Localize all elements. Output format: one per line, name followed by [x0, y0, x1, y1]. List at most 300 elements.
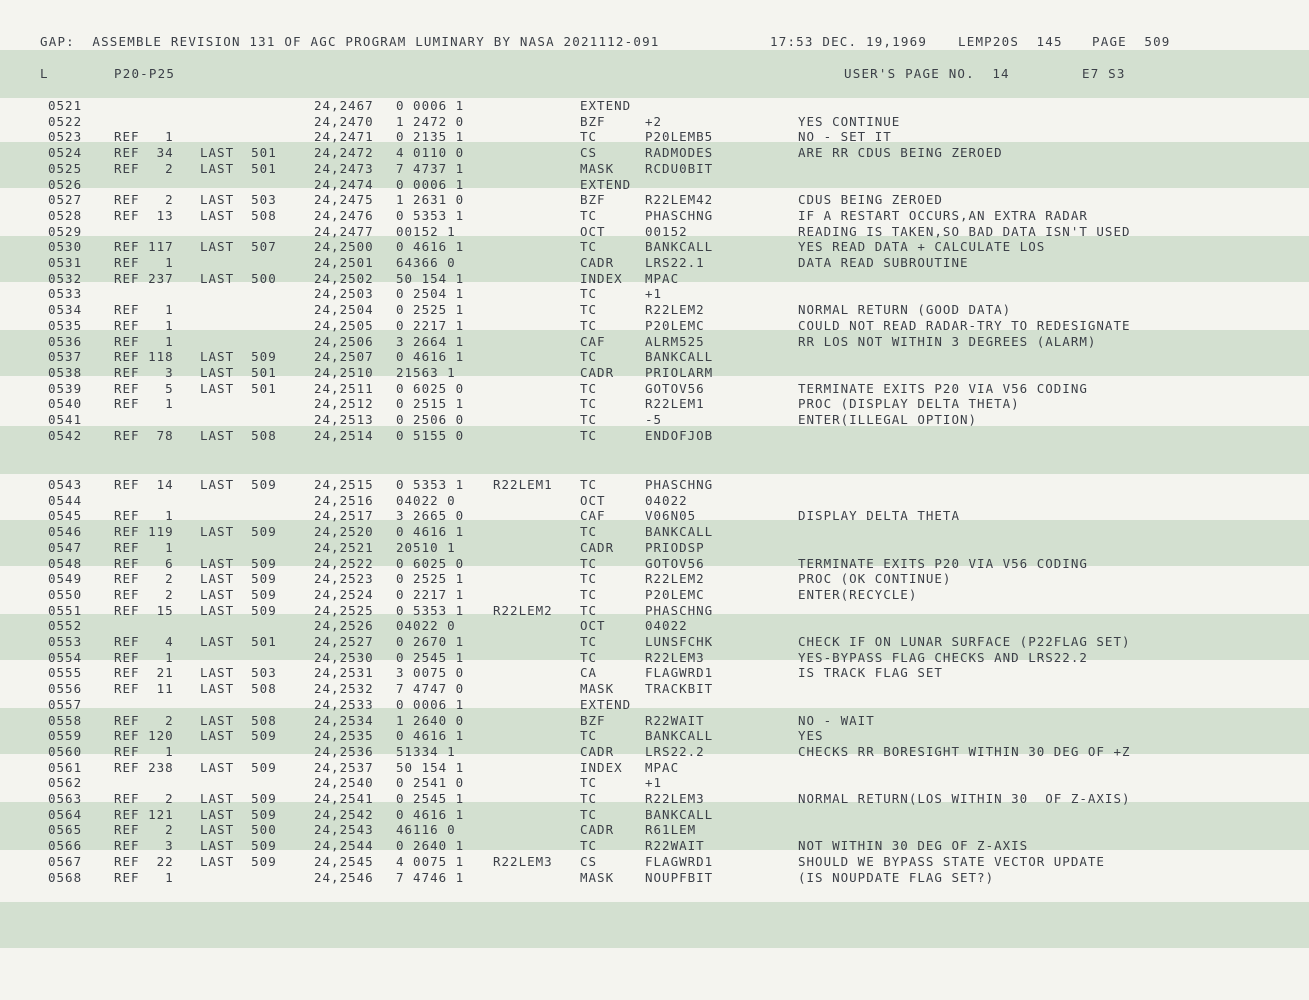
ref-count: REF 120: [114, 728, 174, 744]
operand: BANKCALL: [645, 349, 714, 365]
opcode: TC: [580, 317, 598, 333]
listing-row: [0, 870, 1309, 886]
last-ref: LAST 508: [200, 712, 277, 728]
line-number: 0553: [48, 634, 83, 649]
comment: PROC (OK CONTINUE): [798, 571, 952, 587]
octal-word: 0 2515 1: [396, 396, 465, 412]
last-ref: LAST 509: [200, 586, 277, 602]
opcode: EXTEND: [580, 696, 632, 712]
section-name: P20-P25: [114, 66, 176, 81]
comment: DATA READ SUBROUTINE: [798, 255, 969, 270]
ref-count: REF 2: [114, 192, 174, 208]
last-ref: LAST 509: [200, 759, 277, 775]
line-number: 0541: [48, 412, 83, 427]
last-ref: LAST 509: [200, 838, 277, 854]
last-ref: LAST 500: [200, 822, 277, 838]
octal-word: 50 154 1: [396, 759, 465, 775]
line-number: 0568: [48, 869, 83, 885]
opcode: BZF: [580, 192, 606, 208]
line-number: 0528: [48, 207, 83, 223]
last-ref: LAST 503: [200, 192, 277, 208]
opcode: TC: [580, 302, 598, 318]
operand: GOTOV56: [645, 555, 705, 571]
memory-address: 24,2523: [314, 571, 374, 587]
ref-count: REF 119: [114, 524, 174, 540]
ref-count: REF 1: [114, 302, 174, 318]
listing-row: [0, 161, 1309, 177]
operand: P20LEMB5: [645, 129, 714, 145]
ref-count: REF 237: [114, 270, 174, 286]
line-number: 0549: [48, 571, 83, 587]
opcode: TC: [580, 791, 598, 806]
line-number: 0565: [48, 822, 83, 838]
opcode: TC: [580, 649, 598, 665]
operand: PHASCHNG: [645, 602, 714, 618]
opcode: TC: [580, 524, 598, 540]
line-number: 0536: [48, 333, 83, 349]
line-number: 0522: [48, 113, 83, 129]
octal-word: 0 2670 1: [396, 634, 465, 649]
line-number: 0540: [48, 396, 83, 412]
octal-word: 0 5155 0: [396, 427, 465, 443]
comment: NOT WITHIN 30 DEG OF Z-AXIS: [798, 838, 1029, 854]
line-number: 0521: [48, 98, 83, 113]
ref-count: REF 3: [114, 838, 174, 854]
opcode: TC: [580, 634, 598, 649]
memory-address: 24,2472: [314, 145, 374, 161]
listing-row: [0, 760, 1309, 776]
listing-row: [0, 775, 1309, 791]
last-ref: LAST 508: [200, 681, 277, 697]
opcode: CAF: [580, 508, 606, 524]
comment: ENTER(ILLEGAL OPTION): [798, 412, 978, 427]
memory-address: 24,2475: [314, 192, 374, 208]
ref-count: REF 1: [114, 539, 174, 555]
listing-row: [0, 571, 1309, 587]
symbol-label: R22LEM1: [493, 477, 553, 492]
ref-count: REF 117: [114, 239, 174, 255]
memory-address: 24,2545: [314, 853, 374, 869]
page-number: PAGE 509: [1092, 34, 1171, 49]
memory-address: 24,2507: [314, 349, 374, 365]
ref-count: REF 13: [114, 207, 174, 223]
opcode: TC: [580, 380, 598, 396]
octal-word: 7 4747 0: [396, 681, 465, 697]
operand: LRS22.2: [645, 743, 705, 759]
ref-count: REF 78: [114, 427, 174, 443]
ref-count: REF 21: [114, 665, 174, 681]
octal-word: 0 4616 1: [396, 349, 465, 365]
last-ref: LAST 509: [200, 524, 277, 540]
operand: P20LEMC: [645, 317, 705, 333]
memory-address: 24,2531: [314, 665, 374, 681]
last-ref: LAST 501: [200, 364, 277, 380]
listing-row: [0, 145, 1309, 161]
last-ref: LAST 509: [200, 349, 277, 365]
line-number: 0526: [48, 176, 83, 192]
memory-address: 24,2535: [314, 728, 374, 744]
ref-count: REF 2: [114, 586, 174, 602]
memory-address: 24,2544: [314, 838, 374, 854]
octal-word: 04022 0: [396, 492, 456, 508]
octal-word: 1 2631 0: [396, 192, 465, 208]
comment: YES CONTINUE: [798, 113, 901, 129]
listing-row: [0, 224, 1309, 240]
last-ref: LAST 507: [200, 239, 277, 255]
octal-word: 7 4737 1: [396, 160, 465, 176]
comment: NO - WAIT: [798, 712, 875, 728]
octal-word: 0 2135 1: [396, 129, 465, 145]
opcode: CADR: [580, 539, 615, 555]
line-number: 0559: [48, 728, 83, 744]
memory-address: 24,2534: [314, 712, 374, 728]
operand: R61LEM: [645, 822, 697, 838]
comment: YES-BYPASS FLAG CHECKS AND LRS22.2: [798, 649, 1088, 665]
memory-address: 24,2504: [314, 302, 374, 318]
opcode: OCT: [580, 223, 606, 239]
opcode: CA: [580, 665, 598, 681]
opcode: CAF: [580, 333, 606, 349]
sheet-code: E7 S3: [1082, 66, 1126, 81]
line-number: 0537: [48, 349, 83, 365]
listing-row: [0, 634, 1309, 650]
listing-row: [0, 365, 1309, 381]
memory-address: 24,2515: [314, 477, 374, 492]
octal-word: 0 5353 1: [396, 477, 465, 492]
ref-count: REF 2: [114, 160, 174, 176]
ref-count: REF 14: [114, 477, 174, 492]
opcode: TC: [580, 555, 598, 571]
comment: ARE RR CDUS BEING ZEROED: [798, 145, 1003, 161]
line-number: 0560: [48, 743, 83, 759]
line-number: 0534: [48, 302, 83, 318]
line-number: 0532: [48, 270, 83, 286]
comment: NORMAL RETURN (GOOD DATA): [798, 302, 1012, 318]
operand: MPAC: [645, 270, 680, 286]
line-number: 0543: [48, 477, 83, 492]
listing-row: [0, 192, 1309, 208]
ref-count: REF 34: [114, 145, 174, 161]
timestamp: 17:53 DEC. 19,1969: [770, 34, 928, 49]
symbol-label: R22LEM3: [493, 853, 553, 869]
octal-word: 0 2640 1: [396, 838, 465, 854]
operand: PRIODSP: [645, 539, 705, 555]
line-number: 0561: [48, 759, 83, 775]
ref-count: REF 4: [114, 634, 174, 649]
listing-row: [0, 286, 1309, 302]
octal-word: 0 2525 1: [396, 571, 465, 587]
opcode: TC: [580, 286, 598, 302]
memory-address: 24,2512: [314, 396, 374, 412]
operand: R22LEM2: [645, 571, 705, 587]
ref-count: REF 1: [114, 396, 174, 412]
opcode: TC: [580, 239, 598, 255]
ref-count: REF 15: [114, 602, 174, 618]
line-number: 0556: [48, 681, 83, 697]
opcode: TC: [580, 806, 598, 822]
operand: 04022: [645, 618, 688, 634]
operand: R22WAIT: [645, 838, 705, 854]
operand: R22WAIT: [645, 712, 705, 728]
line-number: 0544: [48, 492, 83, 508]
ref-count: REF 238: [114, 759, 174, 775]
listing-row: [0, 412, 1309, 428]
ref-count: REF 1: [114, 255, 174, 270]
memory-address: 24,2546: [314, 869, 374, 885]
opcode: TC: [580, 349, 598, 365]
octal-word: 7 4746 1: [396, 869, 465, 885]
listing-row: [0, 556, 1309, 572]
comment: CHECK IF ON LUNAR SURFACE (P22FLAG SET): [798, 634, 1131, 649]
ref-count: REF 11: [114, 681, 174, 697]
memory-address: 24,2516: [314, 492, 374, 508]
comment: CHECKS RR BORESIGHT WITHIN 30 DEG OF +Z: [798, 743, 1131, 759]
users-page-number: USER'S PAGE NO. 14: [844, 66, 1010, 81]
octal-word: 04022 0: [396, 618, 456, 634]
last-ref: LAST 501: [200, 380, 277, 396]
line-number: 0524: [48, 145, 83, 161]
opcode: TC: [580, 571, 598, 587]
memory-address: 24,2511: [314, 380, 374, 396]
opcode: TC: [580, 838, 598, 854]
opcode: TC: [580, 728, 598, 744]
operand: ENDOFJOB: [645, 427, 714, 443]
opcode: CADR: [580, 822, 615, 838]
octal-word: 0 2506 0: [396, 412, 465, 427]
memory-address: 24,2526: [314, 618, 374, 634]
octal-word: 0 0006 1: [396, 176, 465, 192]
operand: P20LEMC: [645, 586, 705, 602]
ref-count: REF 2: [114, 571, 174, 587]
line-number: 0555: [48, 665, 83, 681]
listing-row: [0, 493, 1309, 509]
listing-row: [0, 349, 1309, 365]
listing-row: [0, 396, 1309, 412]
listing-row: [0, 665, 1309, 681]
listing-row: [0, 177, 1309, 193]
octal-word: 50 154 1: [396, 270, 465, 286]
operand: RCDU0BIT: [645, 160, 714, 176]
comment: (IS NOUPDATE FLAG SET?): [798, 869, 995, 885]
opcode: BZF: [580, 113, 606, 129]
octal-word: 00152 1: [396, 223, 456, 239]
opcode: MASK: [580, 681, 615, 697]
assembly-title: GAP: ASSEMBLE REVISION 131 OF AGC PROGRAM LUMINARY BY NASA 2021112-091: [40, 34, 660, 49]
operand: V06N05: [645, 508, 697, 524]
line-number: 0558: [48, 712, 83, 728]
last-ref: LAST 500: [200, 270, 277, 286]
line-number: 0548: [48, 555, 83, 571]
ref-count: REF 3: [114, 364, 174, 380]
line-number: 0530: [48, 239, 83, 255]
comment: SHOULD WE BYPASS STATE VECTOR UPDATE: [798, 853, 1105, 869]
operand: PHASCHNG: [645, 207, 714, 223]
ref-count: REF 1: [114, 129, 174, 145]
memory-address: 24,2540: [314, 775, 374, 791]
line-number: 0531: [48, 255, 83, 270]
memory-address: 24,2520: [314, 524, 374, 540]
line-number: 0535: [48, 317, 83, 333]
octal-word: 0 4616 1: [396, 524, 465, 540]
opcode: TC: [580, 412, 598, 427]
line-number: 0523: [48, 129, 83, 145]
operand: BANKCALL: [645, 728, 714, 744]
ref-count: REF 6: [114, 555, 174, 571]
listing-row: [0, 807, 1309, 823]
comment: NORMAL RETURN(LOS WITHIN 30 OF Z-AXIS): [798, 791, 1131, 806]
operand: 00152: [645, 223, 688, 239]
ref-count: REF 118: [114, 349, 174, 365]
last-ref: LAST 501: [200, 160, 277, 176]
opcode: EXTEND: [580, 176, 632, 192]
memory-address: 24,2514: [314, 427, 374, 443]
octal-word: 0 2504 1: [396, 286, 465, 302]
opcode: TC: [580, 477, 598, 492]
memory-address: 24,2500: [314, 239, 374, 255]
ref-count: REF 1: [114, 317, 174, 333]
listing-row: [0, 650, 1309, 666]
ref-count: REF 1: [114, 869, 174, 885]
opcode: MASK: [580, 869, 615, 885]
listing-row: [0, 854, 1309, 870]
listing-row: [0, 838, 1309, 854]
octal-word: 46116 0: [396, 822, 456, 838]
last-ref: LAST 501: [200, 145, 277, 161]
operand: LUNSFCHK: [645, 634, 714, 649]
octal-word: 21563 1: [396, 364, 456, 380]
memory-address: 24,2533: [314, 696, 374, 712]
listing-row: [0, 239, 1309, 255]
listing-row: [0, 381, 1309, 397]
memory-address: 24,2502: [314, 270, 374, 286]
operand: PRIOLARM: [645, 364, 714, 380]
line-number: 0551: [48, 602, 83, 618]
octal-word: 0 2525 1: [396, 302, 465, 318]
comment: DISPLAY DELTA THETA: [798, 508, 960, 524]
memory-address: 24,2473: [314, 160, 374, 176]
listing-row: [0, 334, 1309, 350]
octal-word: 0 5353 1: [396, 207, 465, 223]
memory-address: 24,2510: [314, 364, 374, 380]
comment: READING IS TAKEN,SO BAD DATA ISN'T USED: [798, 223, 1131, 239]
ref-count: REF 1: [114, 333, 174, 349]
opcode: INDEX: [580, 270, 623, 286]
listing-row: [0, 98, 1309, 114]
octal-word: 0 4616 1: [396, 728, 465, 744]
opcode: TC: [580, 207, 598, 223]
last-ref: LAST 503: [200, 665, 277, 681]
operand: BANKCALL: [645, 524, 714, 540]
listing-row: [0, 744, 1309, 760]
listing-row: [0, 822, 1309, 838]
last-ref: LAST 509: [200, 555, 277, 571]
column-l-label: L: [40, 66, 49, 81]
last-ref: LAST 509: [200, 477, 277, 492]
octal-word: 0 2541 0: [396, 775, 465, 791]
line-number: 0562: [48, 775, 83, 791]
ref-count: REF 1: [114, 649, 174, 665]
octal-word: 4 0075 1: [396, 853, 465, 869]
last-ref: LAST 509: [200, 853, 277, 869]
opcode: TC: [580, 602, 598, 618]
operand: FLAGWRD1: [645, 853, 714, 869]
line-number: 0566: [48, 838, 83, 854]
comment: YES READ DATA + CALCULATE LOS: [798, 239, 1046, 255]
listing-row: [0, 587, 1309, 603]
memory-address: 24,2536: [314, 743, 374, 759]
comment: YES: [798, 728, 824, 744]
last-ref: LAST 509: [200, 728, 277, 744]
line-number: 0546: [48, 524, 83, 540]
octal-word: 3 2664 1: [396, 333, 465, 349]
operand: RADMODES: [645, 145, 714, 161]
octal-word: 0 2545 1: [396, 791, 465, 806]
memory-address: 24,2542: [314, 806, 374, 822]
octal-word: 3 0075 0: [396, 665, 465, 681]
opcode: INDEX: [580, 759, 623, 775]
listing-row: [0, 318, 1309, 334]
octal-word: 0 4616 1: [396, 806, 465, 822]
last-ref: LAST 508: [200, 427, 277, 443]
ref-count: REF 1: [114, 743, 174, 759]
operand: ALRM525: [645, 333, 705, 349]
operand: MPAC: [645, 759, 680, 775]
opcode: CS: [580, 145, 598, 161]
opcode: BZF: [580, 712, 606, 728]
ref-count: REF 1: [114, 508, 174, 524]
operand: -5: [645, 412, 663, 427]
operand: TRACKBIT: [645, 681, 714, 697]
last-ref: LAST 509: [200, 571, 277, 587]
opcode: EXTEND: [580, 98, 632, 113]
memory-address: 24,2477: [314, 223, 374, 239]
operand: R22LEM2: [645, 302, 705, 318]
octal-word: 0 2545 1: [396, 649, 465, 665]
memory-address: 24,2470: [314, 113, 374, 129]
opcode: MASK: [580, 160, 615, 176]
memory-address: 24,2513: [314, 412, 374, 427]
line-number: 0539: [48, 380, 83, 396]
octal-word: 0 0006 1: [396, 98, 465, 113]
job-id: LEMP20S 145: [958, 34, 1063, 49]
operand: FLAGWRD1: [645, 665, 714, 681]
last-ref: LAST 509: [200, 806, 277, 822]
octal-word: 4 0110 0: [396, 145, 465, 161]
octal-word: 0 2217 1: [396, 586, 465, 602]
comment: CDUS BEING ZEROED: [798, 192, 943, 208]
last-ref: LAST 501: [200, 634, 277, 649]
octal-word: 0 4616 1: [396, 239, 465, 255]
operand: BANKCALL: [645, 806, 714, 822]
octal-word: 1 2640 0: [396, 712, 465, 728]
operand: BANKCALL: [645, 239, 714, 255]
memory-address: 24,2517: [314, 508, 374, 524]
memory-address: 24,2537: [314, 759, 374, 775]
operand: R22LEM1: [645, 396, 705, 412]
memory-address: 24,2522: [314, 555, 374, 571]
listing-row: [0, 114, 1309, 130]
listing-row: [0, 302, 1309, 318]
line-number: 0533: [48, 286, 83, 302]
operand: PHASCHNG: [645, 477, 714, 492]
comment: NO - SET IT: [798, 129, 892, 145]
operand: R22LEM42: [645, 192, 714, 208]
opcode: CADR: [580, 255, 615, 270]
line-number: 0554: [48, 649, 83, 665]
line-number: 0525: [48, 160, 83, 176]
operand: GOTOV56: [645, 380, 705, 396]
memory-address: 24,2467: [314, 98, 374, 113]
